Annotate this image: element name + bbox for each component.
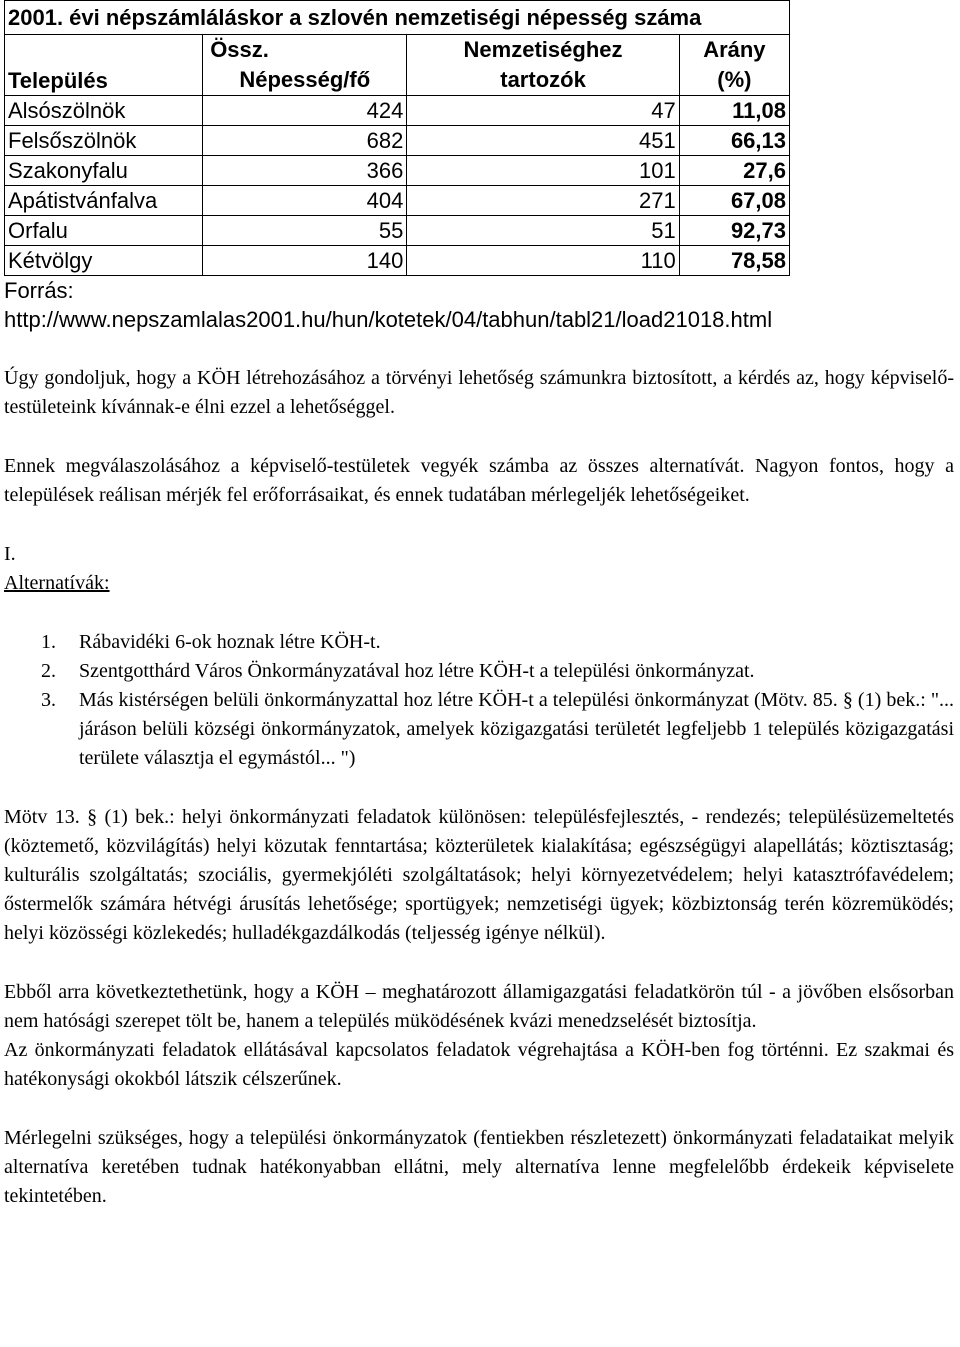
source-label: Forrás: xyxy=(4,278,74,303)
source-note xyxy=(4,276,954,334)
header-population: Össz. Népesség/fő xyxy=(203,35,407,96)
table-row: Kétvölgy 140 110 78,58 xyxy=(5,246,790,276)
paragraph-weigh: Mérlegelni szükséges, hogy a települési önkormányzatok (fentiekben részletezett) önkormányzati feladataikat melyik alternatíva keretében tudnak hatékonyabban ellátni, mely alternatíva lenne megfelelőbb érdekeik képviselete tekintetében. xyxy=(4,1127,954,1207)
table-header-row xyxy=(5,35,790,96)
paragraph-tasks: Az önkormányzati feladatok ellátásával kapcsolatos feladatok végrehajtása a KÖH-ben fog történni. Ez szakmai és hatékonysági okokból látszik célszerűnek. xyxy=(4,1039,954,1090)
paragraph-motv: Mötv 13. § (1) bek.: helyi önkormányzati feladatok különösen: településfejlesztés, - rendezés; településüzemeltetés (köztemető, közvilágítás) helyi közutak fenntartása; közterületek kialakítása; egészségügyi alapellátás; köztisztaság; kulturális szolgáltatás; szociális, gyermekjóléti szolgáltatások; helyi környezetvédelem; helyi katasztrófavédelem; őstermelők számára hétvégi árusítás lehetősége; sportügyek; nemzetiségi ügyek; közbiztonság terén közremüködés; helyi közösségi közlekedés; hulladékgazdálkodás (teljesség igénye nélkül). xyxy=(4,806,954,944)
table-row: Apátistvánfalva 404 271 67,08 xyxy=(5,186,790,216)
census-table xyxy=(4,0,790,276)
list-item: 2. Szentgotthárd Város Önkormányzatával hoz létre KÖH-t a települési önkormányzat. xyxy=(41,660,755,682)
paragraph-intro: Úgy gondoljuk, hogy a KÖH létrehozásához a törvényi lehetőség számunkra biztosított, a kérdés az, hogy képviselő-testületeink kívánnak-e élni ezzel a lehetőséggel. xyxy=(4,367,954,418)
table-title: 2001. évi népszámláláskor a szlovén nemzetiségi népesség száma xyxy=(5,1,790,35)
source-url: http://www.nepszamlalas2001.hu/hun/kotetek/04/tabhun/tabl21/load21018.html xyxy=(4,307,773,332)
header-ratio: Arány (%) xyxy=(679,35,789,96)
header-nationality: Nemzetiséghez tartozók xyxy=(407,35,679,96)
table-row: Felsőszölnök 682 451 66,13 xyxy=(5,126,790,156)
list-item: 1. Rábavidéki 6-ok hoznak létre KÖH-t. xyxy=(41,631,381,653)
section-roman-numeral: I. xyxy=(4,543,16,565)
alternatives-heading: Alternatívák: xyxy=(4,572,110,594)
paragraph-consider: Ennek megválaszolásához a képviselő-testületek vegyék számba az összes alternatívát. Nagyon fontos, hogy a települések reálisan mérjék fel erőforrásaikat, és ennek tudatában mérlegeljék lehetőségeiket. xyxy=(4,455,954,506)
list-item: 3. Más kistérségen belüli önkormányzattal hoz létre KÖH-t a települési önkormányzat (Mötv. 85. § (1) bek.: "... járáson belüli községi önkormányzatok, amelyek közigazgatási területét legfeljebb 1 település közigazgatási területe választja el egymástól... ") xyxy=(41,689,954,769)
header-settlement: Település xyxy=(5,35,203,96)
paragraph-conclusion: Ebből arra következtethetünk, hogy a KÖH – meghatározott államigazgatási feladatkörön túl - a jövőben elsősorban nem hatósági szerepet tölt be, hanem a település müködésének kvázi menedzselését biztosítja. xyxy=(4,981,954,1032)
table-row: Szakonyfalu 366 101 27,6 xyxy=(5,156,790,186)
table-row: Alsószölnök 424 47 11,08 xyxy=(5,96,790,126)
alternatives-list xyxy=(4,628,954,773)
table-row: Orfalu 55 51 92,73 xyxy=(5,216,790,246)
document-page xyxy=(4,0,954,1211)
